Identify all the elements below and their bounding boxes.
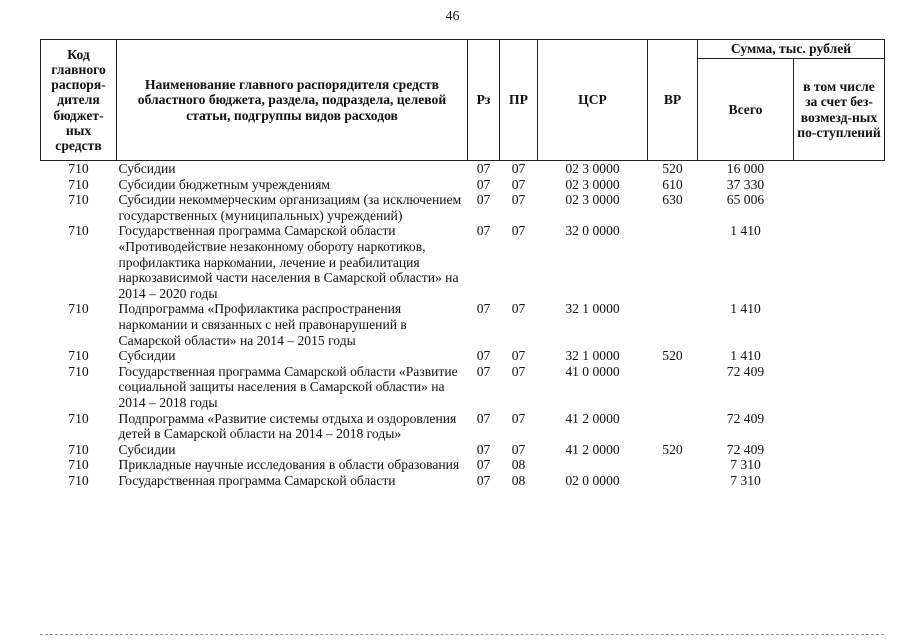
cell-csr: 41 2 0000: [565, 441, 620, 457]
header-pr: ПР: [500, 40, 538, 161]
cell-total: 65 006: [726, 192, 765, 208]
cell-pr: 07: [511, 161, 526, 176]
cell-vr: 610: [662, 176, 683, 192]
cell-pr: 07: [511, 410, 526, 426]
cell-csr: 02 3 0000: [565, 192, 620, 208]
cell-name: Государственная программа Самарской области: [118, 472, 396, 488]
cell-csr: 41 2 0000: [565, 410, 620, 426]
cell-name: Государственная программа Самарской области «Развитие социальной защиты населения в Самарской области» на 2014 – 2018 годы: [118, 363, 458, 410]
cell-name: Прикладные научные исследования в области образования: [118, 457, 460, 473]
cell-vr: 520: [662, 441, 683, 457]
cell-code: 710: [68, 176, 89, 192]
table-row: [41, 301, 885, 348]
cell-total: 7 310: [730, 472, 761, 488]
cell-name: Субсидии некоммерческим организациям (за исключением государственных (муниципальных) учреждений): [118, 192, 462, 223]
cell-rz: 07: [476, 348, 491, 364]
cell-vr: [648, 223, 698, 301]
cell-code: 710: [68, 441, 89, 457]
cell-gratuitous: [794, 177, 885, 193]
header-csr: ЦСР: [538, 40, 648, 161]
cell-gratuitous: [794, 457, 885, 473]
cell-name: Субсидии бюджетным учреждениям: [118, 176, 331, 192]
cell-rz: 07: [476, 301, 491, 317]
cell-rz: 07: [476, 363, 491, 379]
cell-code: 710: [68, 472, 89, 488]
cell-pr: 07: [511, 301, 526, 317]
cell-gratuitous: [794, 442, 885, 458]
header-sum-group: Сумма, тыс. рублей: [698, 40, 885, 59]
cell-rz: 07: [476, 457, 491, 473]
table-row: [41, 161, 885, 177]
table-row: [41, 223, 885, 301]
table-body: [41, 161, 885, 489]
cell-csr: 32 0 0000: [565, 223, 620, 239]
cell-pr: 07: [511, 223, 526, 239]
cell-gratuitous: [794, 223, 885, 301]
cell-csr: 32 1 0000: [565, 301, 620, 317]
cell-total: 72 409: [726, 410, 765, 426]
cell-gratuitous: [794, 348, 885, 364]
header-name: Наименование главного распорядителя средств областного бюджета, раздела, подраздела, целевой статьи, подгруппы видов расходов: [117, 40, 468, 161]
cell-vr: 520: [662, 348, 683, 364]
cell-csr: 02 0 0000: [565, 472, 620, 488]
header-gratuitous: в том числе за счет без-возмезд-ных по-ступлений: [794, 59, 885, 161]
cell-vr: 630: [662, 192, 683, 208]
cell-vr: [648, 301, 698, 348]
cell-code: 710: [68, 192, 89, 208]
table-row: [41, 348, 885, 364]
cell-total: 1 410: [730, 348, 761, 364]
cell-gratuitous: [794, 161, 885, 177]
cell-code: 710: [68, 161, 89, 176]
cell-code: 710: [68, 223, 89, 239]
cell-gratuitous: [794, 364, 885, 411]
table-row: [41, 457, 885, 473]
cell-code: 710: [68, 363, 89, 379]
cell-total: 1 410: [730, 223, 761, 239]
cell-gratuitous: [794, 411, 885, 442]
cell-code: 710: [68, 348, 89, 364]
cell-pr: 07: [511, 348, 526, 364]
cell-name: Подпрограмма «Профилактика распространения наркомании и связанных с ней правонарушений в Самарской области» на 2014 – 2015 годы: [118, 301, 407, 348]
cell-pr: 07: [511, 441, 526, 457]
cell-csr: [538, 457, 648, 473]
page-number: 46: [445, 9, 460, 24]
table-row: [41, 442, 885, 458]
cell-total: 16 000: [726, 161, 765, 176]
table-header: [41, 40, 885, 161]
cell-code: 710: [68, 410, 89, 426]
budget-table: [40, 39, 885, 488]
cell-rz: 07: [476, 410, 491, 426]
cell-name: Субсидии: [118, 348, 176, 364]
cell-pr: 07: [511, 176, 526, 192]
cell-gratuitous: [794, 192, 885, 223]
cell-vr: [648, 473, 698, 489]
cell-rz: 07: [476, 472, 491, 488]
cell-total: 7 310: [730, 457, 761, 473]
table-row: [41, 192, 885, 223]
cell-gratuitous: [794, 473, 885, 489]
cell-total: 72 409: [726, 441, 765, 457]
cell-csr: 02 3 0000: [565, 176, 620, 192]
header-vr: ВР: [648, 40, 698, 161]
cell-vr: [648, 411, 698, 442]
table-row: [41, 473, 885, 489]
cell-pr: 07: [511, 192, 526, 208]
cell-name: Государственная программа Самарской области «Противодействие незаконному обороту наркотиков, профилактика наркомании, лечение и реабилитация наркозависимой части населения в Самарской области» на 2014 – 2020 годы: [118, 223, 459, 301]
cell-pr: 08: [511, 457, 526, 473]
header-rz: Рз: [468, 40, 500, 161]
cell-csr: 02 3 0000: [565, 161, 620, 176]
cell-gratuitous: [794, 301, 885, 348]
cell-name: Подпрограмма «Развитие системы отдыха и оздоровления детей в Самарской области на 2014 – 2018 годы»: [118, 410, 457, 442]
cell-code: 710: [68, 457, 89, 473]
cell-rz: 07: [476, 192, 491, 208]
cell-vr: [648, 364, 698, 411]
cell-rz: 07: [476, 441, 491, 457]
cell-rz: 07: [476, 223, 491, 239]
page-bottom-divider: [40, 634, 884, 635]
cell-csr: 32 1 0000: [565, 348, 620, 364]
table-row: [41, 364, 885, 411]
cell-pr: 08: [511, 472, 526, 488]
cell-name: Субсидии: [118, 441, 176, 457]
cell-rz: 07: [476, 161, 491, 176]
header-total: Всего: [698, 59, 794, 161]
table-row: [41, 411, 885, 442]
cell-total: 1 410: [730, 301, 761, 317]
table-row: [41, 177, 885, 193]
cell-code: 710: [68, 301, 89, 317]
header-code: Код главного распоря-дителя бюджет-ных средств: [41, 40, 117, 161]
cell-vr: [648, 457, 698, 473]
cell-pr: 07: [511, 363, 526, 379]
cell-vr: 520: [662, 161, 683, 176]
cell-rz: 07: [476, 176, 491, 192]
cell-csr: 41 0 0000: [565, 363, 620, 379]
cell-total: 37 330: [726, 176, 765, 192]
cell-name: Субсидии: [118, 161, 176, 176]
cell-total: 72 409: [726, 363, 765, 379]
